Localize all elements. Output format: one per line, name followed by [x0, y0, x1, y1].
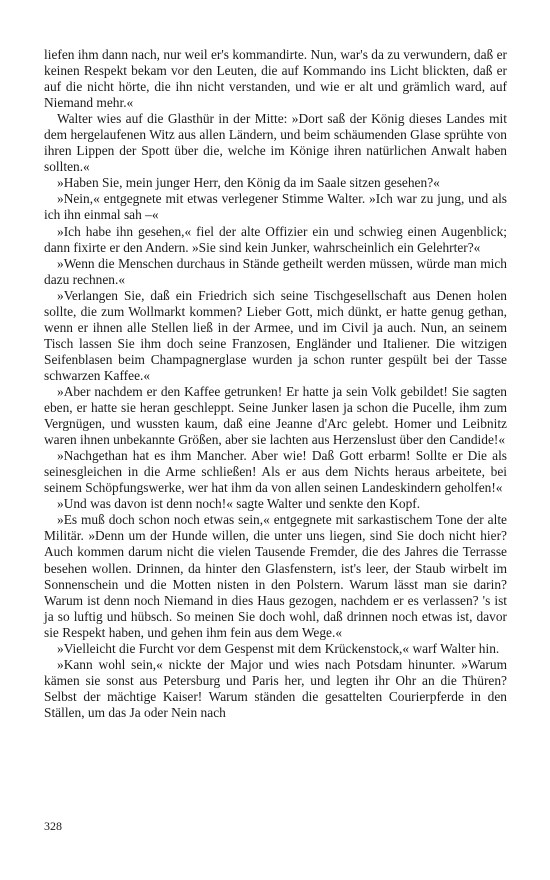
paragraph-8: »Aber nachdem er den Kaffee getrunken! Er hatte ja sein Volk gebildet! Sie sagten eben, er hatte sie heran geschleppt. Seine Junker lasen ja schon die Pucelle, ihm zum Vergnügen, und wussten kaum, daß eine Jeanne d'Arc gelebt. Homer und Leibnitz waren ihnen unbekannte Größen, aber sie lachten aus Herzenslust über den Candide!« — [44, 383, 507, 448]
paragraph-3: »Haben Sie, mein junger Herr, den König da im Saale sitzen gesehen?« — [57, 175, 440, 191]
paragraph-10: »Und was davon ist denn noch!« sagte Walter und senkte den Kopf. — [57, 496, 421, 512]
paragraph-7: »Verlangen Sie, daß ein Friedrich sich seine Tischgesellschaft aus Denen holen sollte, die zum Wollmarkt kommen? Lieber Gott, mich dünkt, er hatte genug gethan, wenn er ihnen alle Stellen ließ in der Armee, und im Civil ja auch. Nun, an seinem Tisch lassen Sie ihm doch seine Franzosen, Engländer und Italiener. Die witzigen Seifenblasen beim Champagnerglase wurden ja schon runter gespült bei der Tasse schwarzen Kaffee.« — [44, 287, 507, 383]
paragraph-5: »Ich habe ihn gesehen,« fiel der alte Offizier ein und schwieg einen Augenblick; dann fixirte er den Andern. »Sie sind kein Junker, wahrscheinlich ein Gelehrter?« — [44, 223, 507, 255]
paragraph-11: »Es muß doch schon noch etwas sein,« entgegnete mit sarkastischem Tone der alte Militär. »Denn um der Hunde willen, die unter uns liegen, sind Sie doch nicht hier? Auch kommen darum nicht die vielen Tausende Fremder, die des Jahres die Terrasse besehen wollen. Drinnen, da hinter den Glasfenstern, ist's leer, der Staub wirbelt im Sonnenschein und die Motten nisten in den Polstern. Warum lässt man sie darin? Warum ist denn noch Niemand in dies Haus gezogen, nachdem er es verlassen? 's ist ja so luftig und hübsch. So meinen Sie doch wohl, daß drinnen noch etwas ist, davor sie Respekt haben, und gehen ihm fein aus dem Wege.« — [44, 512, 507, 640]
paragraph-9: »Nachgethan hat es ihm Mancher. Aber wie! Daß Gott erbarm! Sollte er Die als seinesgleichen in die Arme schließen! Als er aus dem Nichts heraus arbeitete, bei seinem Schöpfungswerke, wer hat ihm da von allen seinen Landeskindern geholfen!« — [44, 448, 507, 496]
book-page — [44, 47, 507, 721]
paragraph-1: liefen ihm dann nach, nur weil er's kommandirte. Nun, war's da zu verwundern, daß er keinen Respekt bekam vor den Leuten, die auf Kommando ins Licht blickten, daß er auf die nicht hörte, die ihn nicht verstanden, und wie er alt und grämlich ward, auf Niemand mehr.« — [44, 47, 507, 111]
page-number: 328 — [44, 819, 62, 833]
paragraph-2: Walter wies auf die Glasthür in der Mitte: »Dort saß der König dieses Landes mit dem hergelaufenen Witz aus allen Ländern, und beim schäumenden Glase sprühte von ihren Lippen der Spott über die, welche im Könige ihren natürlichen Anwalt haben sollten.« — [44, 111, 507, 175]
paragraph-12: »Vielleicht die Furcht vor dem Gespenst mit dem Krückenstock,« warf Walter hin. — [57, 640, 500, 656]
paragraph-4: »Nein,« entgegnete mit etwas verlegener Stimme Walter. »Ich war zu jung, und als ich ihn einmal sah –« — [44, 191, 507, 223]
paragraph-13: »Kann wohl sein,« nickte der Major und wies nach Potsdam hinunter. »Warum kämen sie sonst aus Petersburg und Paris her, und legten ihr Ohr an die Thüren? Selbst der mächtige Kaiser! Warum ständen die gesattelten Courierpferde in den Ställen, um das Ja oder Nein nach — [44, 656, 507, 720]
paragraph-6: »Wenn die Menschen durchaus in Stände getheilt werden müssen, würde man mich dazu rechnen.« — [44, 255, 507, 287]
